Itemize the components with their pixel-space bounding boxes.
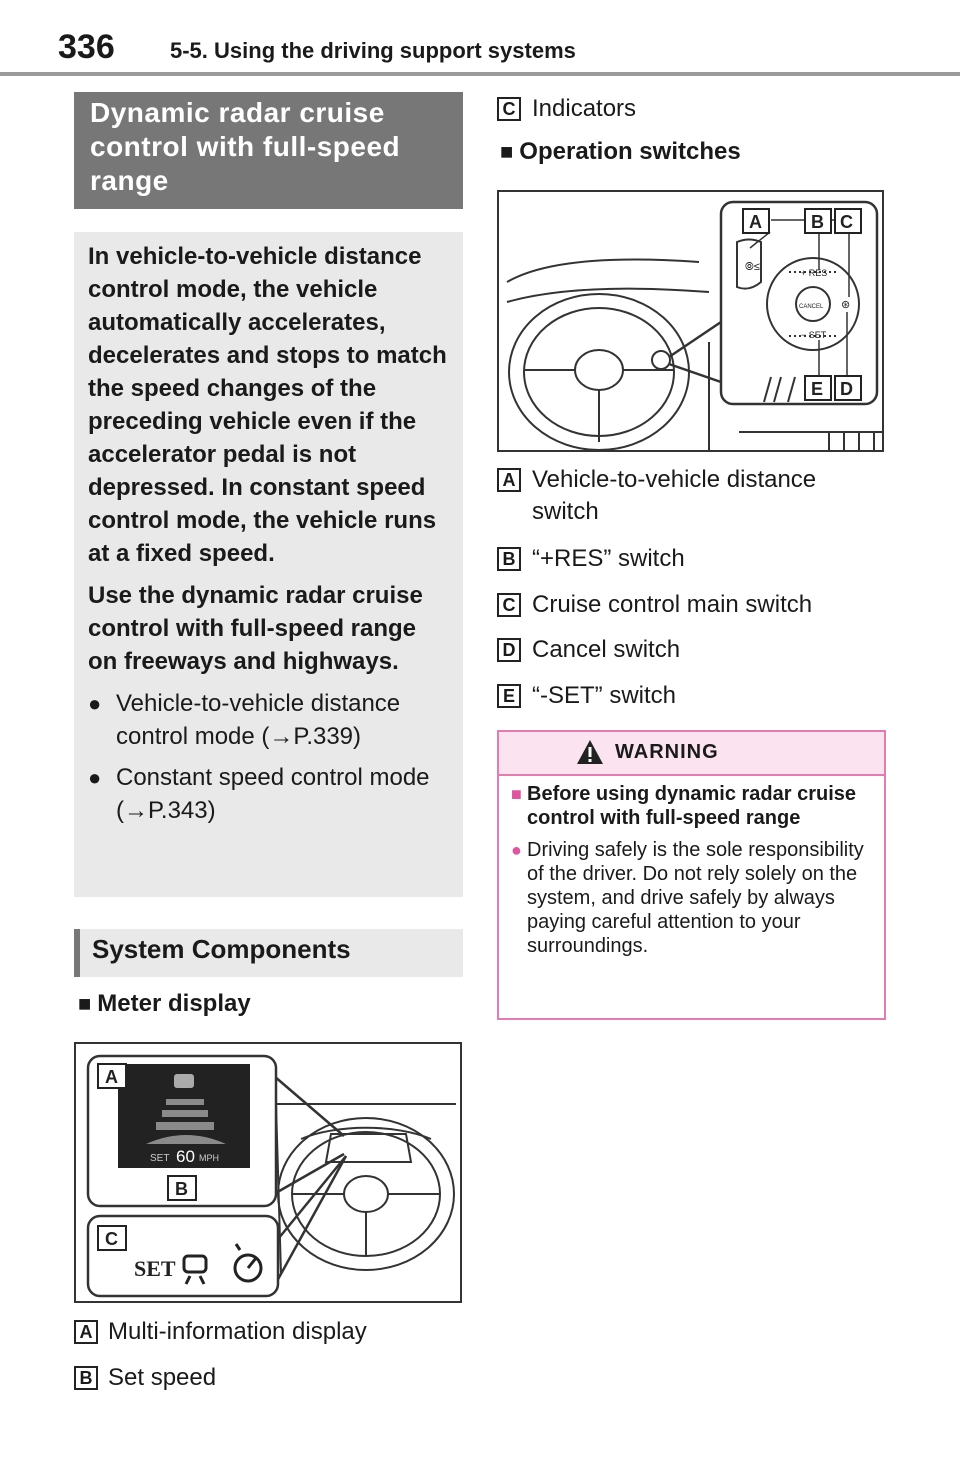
badge-a: A (74, 1320, 98, 1344)
caption-set-switch: “-SET” switch (532, 682, 676, 709)
fig-cancel-label: CANCEL (799, 304, 824, 310)
caption-distance-switch: Vehicle-to-vehicle distance switch (532, 466, 817, 525)
page-number: 336 (58, 28, 115, 66)
svg-text:B: B (175, 1179, 188, 1199)
badge-c: C (497, 593, 521, 617)
bullet-icon: ● (511, 840, 522, 860)
svg-text:C: C (105, 1229, 118, 1249)
intro-box (74, 232, 463, 897)
caption-multi-info-display: Multi-information display (108, 1318, 367, 1345)
header-divider (0, 72, 960, 76)
section-title: 5-5. Using the driving support systems (170, 38, 576, 63)
caption-indicators: Indicators (532, 95, 637, 122)
badge-b: B (497, 547, 521, 571)
components-heading: System Components (74, 929, 463, 977)
intro-paragraph-2: Use the dynamic radar cruise control with full-speed range on freeways and highways. (88, 582, 423, 675)
caption-set-speed: Set speed (108, 1364, 217, 1391)
svg-text:C: C (840, 212, 853, 232)
page-title: Dynamic radar cruise control with full-speed range (74, 92, 463, 209)
badge-a: A (497, 468, 521, 492)
square-bullet-icon: ■ (500, 139, 514, 164)
caption-res-switch: “+RES” switch (532, 545, 685, 572)
fig-unit: MPH (199, 1153, 219, 1163)
warning-text: Driving safely is the sole responsibility of the driver. Do not rely solely on the system, and drive safely by always paying careful attention to your surroundings. (527, 839, 864, 957)
warning-icon (575, 738, 605, 771)
bullet-icon: ● (88, 765, 102, 790)
caption-main-switch: Cruise control main switch (532, 591, 813, 618)
fig-speed: 60 (176, 1147, 195, 1166)
switches-heading: ■ Operation switches (500, 138, 741, 165)
bullet-icon: ● (88, 691, 102, 716)
warning-heading: Before using dynamic radar cruise control with full-speed range (527, 783, 857, 829)
warning-box (497, 730, 886, 1020)
caption-cancel-switch: Cancel switch (532, 636, 681, 663)
switches-figure (497, 190, 884, 452)
svg-text:A: A (749, 212, 762, 232)
badge-c: C (497, 97, 521, 121)
svg-text:A: A (105, 1067, 118, 1087)
fig-set-indicator: SET (134, 1256, 176, 1281)
badge-e: E (497, 684, 521, 708)
meter-heading: ■ Meter display (78, 990, 251, 1017)
warning-title: WARNING (615, 741, 719, 763)
main-switch-icon: ⊛ (841, 299, 851, 311)
intro-paragraph-1: In vehicle-to-vehicle distance control mode, the vehicle automatically accelerates, decelerates and stops to match the speed changes of the preceding vehicle even if the accelerator pedal is not depressed. In constant speed control mode, the vehicle runs at a fixed speed. (88, 243, 447, 567)
meter-figure (74, 1042, 462, 1303)
svg-text:D: D (840, 379, 853, 399)
switches-illustration (499, 192, 882, 450)
meter-illustration (76, 1044, 460, 1301)
warning-text-row (511, 838, 872, 958)
warning-header (499, 732, 884, 776)
fig-set-label: SET (150, 1153, 170, 1164)
intro-bullet-2: ● Constant speed control mode (→P.343) (88, 761, 449, 827)
square-bullet-icon: ■ (511, 784, 522, 804)
distance-switch-icon: ⦾≤ (745, 261, 760, 273)
warning-heading-row (511, 782, 872, 830)
badge-d: D (497, 638, 521, 662)
svg-text:B: B (811, 212, 824, 232)
svg-text:E: E (811, 379, 824, 399)
fig-set-switch-label: − SET (801, 330, 827, 340)
fig-res-label: + RES (801, 268, 828, 278)
square-bullet-icon: ■ (78, 991, 92, 1016)
badge-b: B (74, 1366, 98, 1390)
intro-bullet-1: ● Vehicle-to-vehicle distance control mode (→P.339) (88, 687, 449, 753)
